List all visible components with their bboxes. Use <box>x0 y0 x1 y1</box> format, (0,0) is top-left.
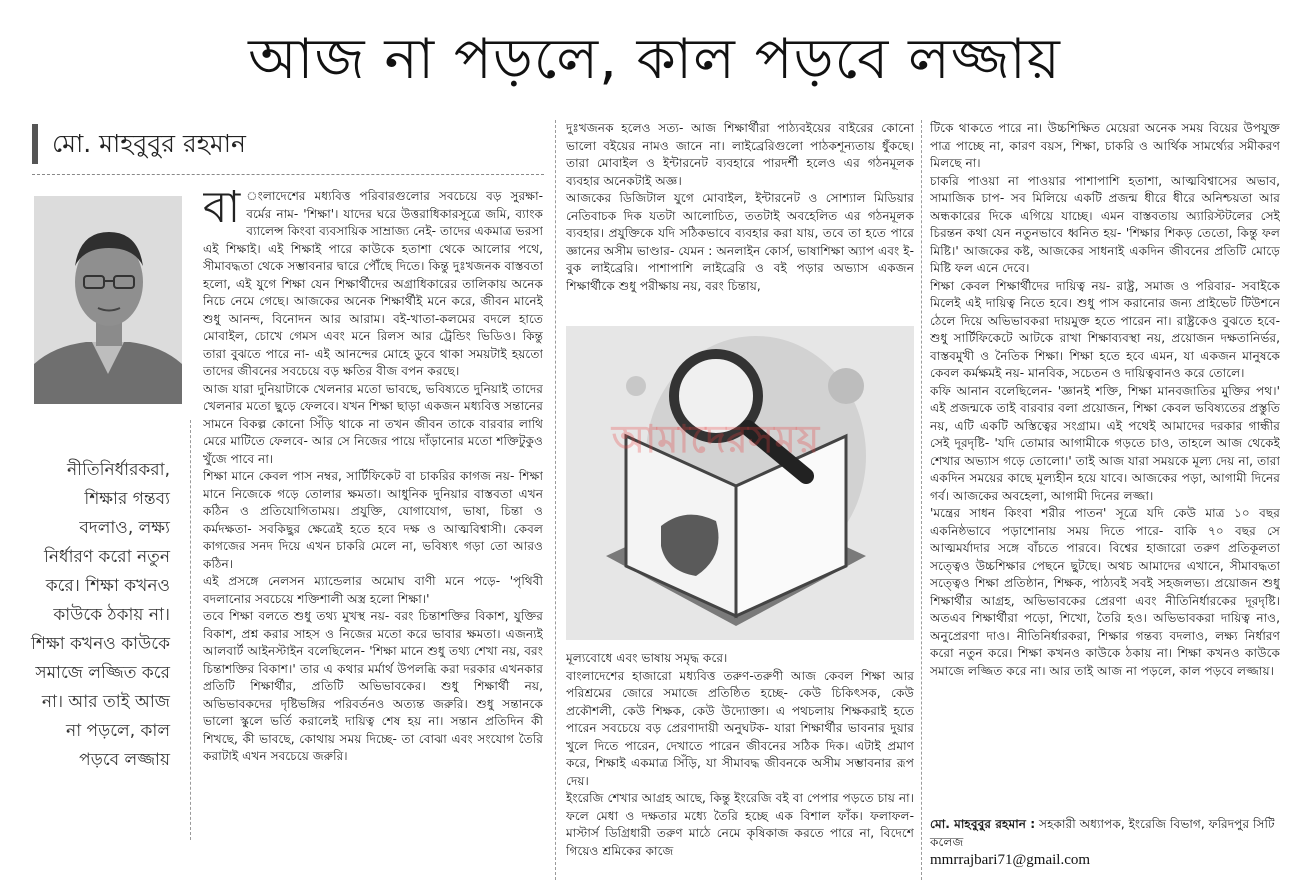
pull-quote: নীতিনির্ধারকরা, শিক্ষার গন্তব্য বদলাও, লক্ষ্য নির্ধারণ করো নতুন করে। শিক্ষা কখনও কাউকে ঠকায় না। শিক্ষা কখনও কাউকে সমাজে লজ্জিত করে না। আর তাই আজ না পড়লে, কাল পড়বে লজ্জায় <box>31 460 170 770</box>
article-paragraph: শিক্ষা মানে কেবল পাস নম্বর, সার্টিফিকেট বা চাকরির কাগজ নয়- শিক্ষা মানে নিজেকে গড়ে তোলার ক্ষমতা। আধুনিক দুনিয়ার বাস্তবতা এখন কঠিন ও প্রতিযোগিতাময়। প্রযুক্তি, যোগাযোগ, ভাষা, চিন্তা ও কর্মদক্ষতা- সবকিছুর ক্ষেত্রেই হতে হবে দক্ষ ও আত্মবিশ্বাসী। কেবল কাগজের সনদ দিয়ে এখন চাকরি মেলে না, ভবিষ্যৎ গড়া তো আরও কঠিন। <box>203 469 543 571</box>
byline-divider <box>32 174 544 175</box>
author-email[interactable]: mmrrajbari71@gmail.com <box>930 852 1091 868</box>
author-name: মো. মাহবুবুর রহমান : <box>930 817 1036 831</box>
article-paragraph: কফি আনান বলেছিলেন- 'জ্ঞানই শক্তি, শিক্ষা মানবজাতির মুক্তির পথ।' এই প্রজন্মকে তাই বারবার বলা প্রয়োজন, শিক্ষা কেবল ভবিষ্যতের প্রস্তুতি নয়, এটি একটি অস্তিত্বের সংগ্রাম। এই পথেই আমাদের দরকার গান্ধীর সেই দূরদৃষ্টি- 'যদি তোমার আগামীকে গড়তে চাও, তাহলে আজ থেকেই শেখার অভ্যাস গড়ে তোলো।' তাই আজ যারা সময়কে মূল্য দেয় না, তারা একদিন সময়ের কাছে মূল্যহীন হয়ে যাবে। আজকের পড়া, আগামী দিনের গর্ব। আজকের অবহেলা, আগামী দিনের লজ্জা। <box>930 383 1280 503</box>
article-paragraph: টিকে থাকতে পারে না। উচ্চশিক্ষিত মেয়েরা অনেক সময় বিয়ের উপযুক্ত পাত্র পাচ্ছে না, কারণ বয়স, শিক্ষা, চাকরি ও আর্থিক সামর্থ্যের সমীকরণ মিলছে না। <box>930 121 1280 170</box>
article-paragraph: আজকের ডিজিটাল যুগে মোবাইল, ইন্টারনেট ও সোশ্যাল মিডিয়ার নেতিবাচক দিক যতটা আলোচিত, ততটাই অবহেলিত এর গঠনমূলক ব্যবহার। প্রযুক্তিকে যদি সঠিকভাবে ব্যবহার করা যায়, তবে তা হতে পারে জ্ঞানের অসীম ভাণ্ডার- যেমন : অনলাইন কোর্স, ভাষাশিক্ষা অ্যাপ এবং ই-বুক লাইব্রেরি। পাশাপাশি লাইব্রেরি ও বই পড়ার অভ্যাস একজন শিক্ষার্থীকে শুধু পরীক্ষায় নয়, বরং চিন্তায়, <box>566 191 914 293</box>
article-column-2-top <box>566 120 914 318</box>
article-paragraph: ইংরেজি শেখার আগ্রহ আছে, কিন্তু ইংরেজি বই বা পেপার পড়তে চায় না। ফলে মেধা ও দক্ষতার মধ্যে তৈরি হচ্ছে এক বিশাল ফাঁক। ফলাফল- মাস্টার্স ডিগ্রিধারী তরুণ মাঠে নেমে কৃষিকাজ করতে পারে না, বিদেশে গিয়েও শ্রমিকের কাজে <box>566 791 914 858</box>
article-paragraph: তবে শিক্ষা বলতে শুধু তথ্য মুখস্থ নয়- বরং চিন্তাশক্তির বিকাশ, যুক্তির বিকাশ, প্রশ্ন করার সাহস ও নিজের মতো করে ভাবার ক্ষমতা। এজন্যই আলবার্ট আইনস্টাইন বলেছিলেন- 'শিক্ষা মানে শুধু তথ্য শেখা নয়, বরং চিন্তাশক্তির বিকাশ।' তার এ কথার মর্মার্থ উপলব্ধি করা দরকার এখনকার প্রতিটি শিক্ষার্থীর, প্রতিটি অভিভাবকের। শুধু শিক্ষার্থী নয়, অভিভাবকদের দৃষ্টিভঙ্গির পরিবর্তনও অত্যন্ত জরুরি। শুধু সন্তানকে ভালো স্কুলে ভর্তি করালেই দায়িত্ব শেষ হয় না। সন্তান প্রতিদিন কী শিখছে, কী ভাবছে, কোথায় সময় দিচ্ছে- তা বোঝা এবং সংযোগ তৈরি করাটাই এখন সবচেয়ে জরুরি। <box>203 609 543 763</box>
reading-illustration <box>566 326 914 640</box>
drop-cap: বা <box>203 188 241 233</box>
article-paragraph: 'মন্ত্রের সাধন কিংবা শরীর পাতন' সূত্রে যদি কেউ মাত্র ১০ বছর একনিষ্ঠভাবে পড়াশোনায় সময় দিতে পারে- বাকি ৭০ বছর সে আত্মমর্যাদার সঙ্গে বাঁচতে পারবে। বিশ্বের হাজারো তরুণ প্রতিকূলতা সত্ত্বেও উচ্চশিক্ষার পেছনে ছুটছে। অথচ আমাদের এখানে, সীমাবদ্ধতা সত্ত্বেও শিক্ষা প্রতিষ্ঠান, শিক্ষক, পাঠ্যবই সবই সহজলভ্য। প্রয়োজন শুধু শিক্ষার্থীর আগ্রহ, অভিভাবকের প্রেরণা এবং নীতিনির্ধারকের দূরদৃষ্টি। অতএব শিক্ষার্থীরা পড়ো, শিখো, তৈরি হও। অভিভাবকরা দায়িত্ব নাও, অনুপ্রেরণা দাও। নীতিনির্ধারকরা, শিক্ষার গন্তব্য বদলাও, লক্ষ্য নির্ধারণ করো নতুন করে। শিক্ষা কখনও কাউকে ঠকায় না। শিক্ষা কখনও কাউকে সমাজে লজ্জিত করে না। আর তাই আজ না পড়লে, কাল পড়বে লজ্জায়। <box>930 506 1280 678</box>
author-photo <box>34 196 182 404</box>
article-paragraph <box>203 188 543 381</box>
article-paragraph: এই প্রসঙ্গে নেলসন ম্যান্ডেলার অমোঘ বাণী মনে পড়ে- 'পৃথিবী বদলানোর সবচেয়ে শক্তিশালী অস্ত্র হলো শিক্ষা।' <box>203 574 543 606</box>
author-note <box>930 816 1280 851</box>
column-divider <box>190 420 191 840</box>
article-paragraph: বাংলাদেশের হাজারো মধ্যবিত্ত তরুণ-তরুণী আজ কেবল শিক্ষা আর পরিশ্রমের জোরে সমাজে প্রতিষ্ঠিত হচ্ছে- কেউ চিকিৎসক, কেউ প্রকৌশলী, কেউ শিক্ষক, কেউ উদ্যোক্তা। এ পথচলায় শিক্ষকরাই হতে পারেন সবচেয়ে বড় প্রেরণাদায়ী অনুঘটক- যারা শিক্ষার্থীর ভাবনার দুয়ার খুলে দিতে পারেন, দেখাতে পারেন জীবনের সঠিক দিক। এটাই প্রমাণ করে, শিক্ষাই একমাত্র সিঁড়ি, যা সীমাবদ্ধ জীবনকে অসীম সম্ভাবনার রূপ দেয়। <box>566 668 914 788</box>
article-paragraph: শিক্ষা কেবল শিক্ষার্থীদের দায়িত্ব নয়- রাষ্ট্র, সমাজ ও পরিবার- সবাইকে মিলেই এই দায়িত্ব নিতে হবে। শুধু পাস করানোর জন্য প্রাইভেট টিউশনে ঠেলে দিয়ে অভিভাবকরা দায়মুক্ত হতে পারেন না। রাষ্ট্রকেও বুঝতে হবে- শুধু সার্টিফিকেটে আটকে রাখা শিক্ষাব্যবস্থা নয়, প্রয়োজন দক্ষতানির্ভর, বাস্তবমুখী ও নৈতিক শিক্ষা। শিক্ষা হতে হবে এমন, যা একজন মানুষকে কেবল কর্মক্ষমই নয়- মানবিক, সচেতন ও দায়িত্ববানও করে তোলে। <box>930 278 1280 380</box>
article-paragraph: মূল্যবোধে এবং ভাষায় সমৃদ্ধ করে। <box>566 651 728 665</box>
article-paragraph: দুঃখজনক হলেও সত্য- আজ শিক্ষার্থীরা পাঠ্যবইয়ের বাইরের কোনো ভালো বইয়ের নামও জানে না। লাইব্রেরিগুলো পাঠকশূন্যতায় ধুঁকছে। তারা মোবাইল ও ইন্টারনেট ব্যবহারে পারদর্শী হলেও এর গঠনমূলক ব্যবহার অনেকটাই অজ্ঞ। <box>566 121 914 188</box>
paragraph-text: ংলাদেশের মধ্যবিত্ত পরিবারগুলোর সবচেয়ে বড় সুরক্ষা-বর্মের নাম- 'শিক্ষা'। যাদের ঘরে উত্তরাধিকারসূত্রে জমি, ব্যাংক ব্যালেন্স কিংবা ব্যবসায়িক সাম্রাজ্য নেই- তাদের একমাত্র ভরসা এই শিক্ষাই। এই শিক্ষাই পারে কাউকে হতাশা থেকে আলোর পথে, সীমাবদ্ধতা থেকে সম্ভাবনার দ্বারে পৌঁছে দিতে। কিন্তু দুঃখজনক বাস্তবতা হলো, এই যুগে শিক্ষা যেন শিক্ষার্থীদের অগ্রাধিকারের তালিকায় অনেক নিচে নেমে গেছে। আজকের অনেক শিক্ষার্থীই মনে করে, জীবন মানেই শুধু আনন্দ, বিনোদন আর আরাম। বই-খাতা-কলমের বদলে হাতে মোবাইল, চোখে গেমস এবং মনে রিলস আর ট্রেন্ডিং ভিডিও। কিন্তু তারা বুঝতে পারে না- এই আনন্দের মোহে ডুবে থাকা সময়টাই হয়তো তাদের জীবনের সবচেয়ে বড় ক্ষতির বীজ বপন করছে। <box>203 189 543 378</box>
author-details: সহকারী অধ্যাপক, ইংরেজি বিভাগ, ফরিদপুর সিটি কলেজ <box>930 817 1275 849</box>
article-paragraph: চাকরি পাওয়া না পাওয়ার পাশাপাশি হতাশা, আত্মবিশ্বাসের অভাব, সামাজিক চাপ- সব মিলিয়ে একটি প্রজন্ম ধীরে ধীরে অনিশ্চয়তা আর অন্ধকারের দিকে এগিয়ে যাচ্ছে। এমন বাস্তবতায় অ্যারিস্টটলের সেই চিরন্তন কথা যেন নতুনভাবে ধ্বনিত হয়- 'শিক্ষার শিকড় তেতো, কিন্তু ফল মিষ্টি।' আজকের কষ্ট, আজকের সাধনাই একদিন জীবনের প্রতিটি মোড়ে মিষ্টি ফল এনে দেবে। <box>930 173 1280 275</box>
publication-watermark: আমাদেরসময় <box>611 417 821 461</box>
headline: আজ না পড়লে, কাল পড়বে লজ্জায় <box>248 27 1061 92</box>
article-paragraph: আজ যারা দুনিয়াটাকে খেলনার মতো ভাবছে, ভবিষ্যতে দুনিয়াই তাদের খেলনার মতো ছুড়ে ফেলবে। যখন শিক্ষা ছাড়া একজন মধ্যবিত্ত সন্তানের সামনে বিকল্প কোনো সিঁড়ি থাকে না তখন জীবন তাকে বারবার লাথি মেরে মাটিতে ফেলবে- আর সে নিজের পায়ে দাঁড়ানোর মতো শক্তিটুকুও খুঁজে পাবে না। <box>203 381 543 466</box>
column-divider <box>555 120 556 880</box>
article-column-1 <box>203 188 543 864</box>
column-divider <box>921 120 922 880</box>
article-column-3 <box>930 120 1280 796</box>
byline: মো. মাহবুবুর রহমান <box>32 124 562 164</box>
article-column-2-bottom <box>566 650 914 884</box>
